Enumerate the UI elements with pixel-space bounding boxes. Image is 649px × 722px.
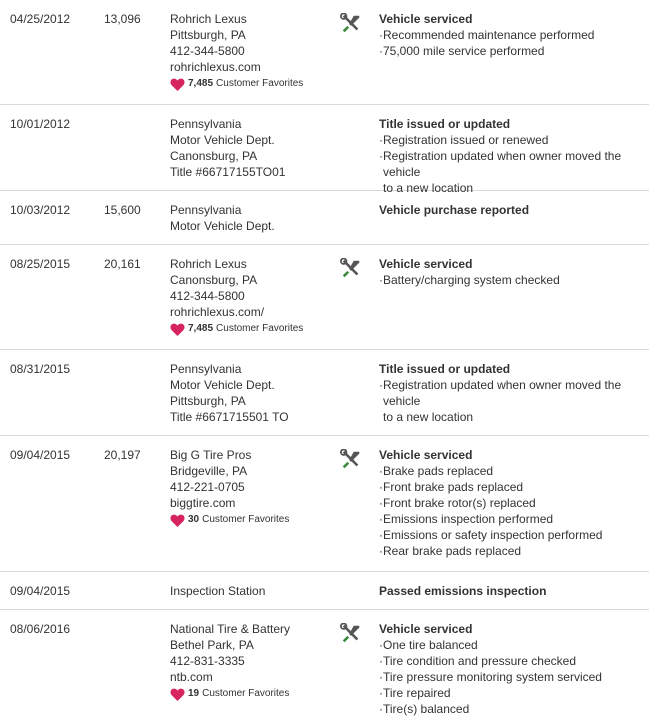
history-record [0, 572, 649, 610]
record-date: 10/03/2012 [10, 203, 71, 217]
detail-item: · Tire(s) balanced [379, 701, 644, 717]
record-source [170, 202, 335, 234]
record-source [170, 116, 335, 180]
favorites-count: 30 [188, 514, 200, 525]
record-date: 08/31/2015 [10, 362, 71, 376]
service-tools-icon [340, 258, 362, 280]
source-website-link[interactable]: ntb.com [170, 670, 213, 684]
record-date: 09/04/2015 [10, 448, 71, 462]
event-title: Vehicle serviced [379, 622, 473, 636]
record-date: 04/25/2012 [10, 12, 71, 26]
detail-item: · Recommended maintenance performed [379, 27, 644, 43]
detail-item: · Registration updated when owner moved the vehicle [379, 148, 644, 180]
record-details [379, 361, 644, 425]
event-title: Vehicle serviced [379, 12, 473, 26]
source-name: Rohrich Lexus [170, 257, 247, 271]
record-details [379, 621, 644, 717]
favorites-label: Customer Favorites [202, 688, 290, 699]
event-title: Vehicle serviced [379, 448, 473, 462]
source-phone[interactable]: 412-344-5800 [170, 289, 245, 303]
detail-item: · Front brake rotor(s) replaced [379, 495, 644, 511]
detail-item-continuation: to a new location [383, 181, 474, 195]
favorites-count: 19 [188, 688, 200, 699]
history-record [0, 0, 649, 105]
source-name: Pennsylvania [170, 203, 242, 217]
record-source [170, 447, 335, 528]
heart-icon [170, 78, 185, 91]
service-tools-icon [340, 623, 362, 645]
history-record [0, 350, 649, 436]
source-location: Pittsburgh, PA [170, 28, 246, 42]
record-source [170, 583, 335, 599]
record-date: 08/06/2016 [10, 622, 71, 636]
detail-item: · Emissions or safety inspection performed [379, 527, 644, 543]
history-record [0, 436, 649, 572]
title-number: Title #66717155TO01 [170, 165, 286, 179]
source-website-link[interactable]: biggtire.com [170, 496, 236, 510]
history-record [0, 105, 649, 195]
history-record [0, 610, 649, 722]
record-details [379, 447, 644, 559]
detail-item: · 75,000 mile service performed [379, 43, 644, 59]
detail-item: · Battery/charging system checked [379, 272, 644, 288]
source-location: Bridgeville, PA [170, 464, 248, 478]
event-title: Title issued or updated [379, 117, 511, 131]
source-name: Pennsylvania [170, 362, 242, 376]
source-department: Motor Vehicle Dept. [170, 133, 275, 147]
record-odometer: 20,197 [104, 448, 141, 462]
record-odometer: 20,161 [104, 257, 141, 271]
source-location: Canonsburg, PA [170, 149, 258, 163]
record-details [379, 256, 644, 288]
source-name: National Tire & Battery [170, 622, 291, 636]
record-details [379, 583, 644, 599]
record-source [170, 256, 335, 337]
detail-item: · Registration issued or renewed [379, 132, 644, 148]
source-website-link[interactable]: rohrichlexus.com/ [170, 305, 265, 319]
detail-item: · One tire balanced [379, 637, 644, 653]
favorites-label: Customer Favorites [202, 514, 290, 525]
source-phone[interactable]: 412-221-0705 [170, 480, 245, 494]
detail-item: · Registration updated when owner moved the vehicle [379, 377, 644, 409]
source-website-link[interactable]: rohrichlexus.com [170, 60, 261, 74]
record-source [170, 361, 335, 425]
source-name: Inspection Station [170, 584, 266, 598]
source-phone[interactable]: 412-831-3335 [170, 654, 245, 668]
title-number: Title #6671715501 TO [170, 410, 289, 424]
source-department: Motor Vehicle Dept. [170, 378, 275, 392]
source-location: Bethel Park, PA [170, 638, 254, 652]
detail-item-continuation: to a new location [383, 410, 474, 424]
event-title: Vehicle serviced [379, 257, 473, 271]
customer-favorites [170, 686, 335, 702]
source-phone[interactable]: 412-344-5800 [170, 44, 245, 58]
detail-item: · Tire repaired [379, 685, 644, 701]
detail-item: · Front brake pads replaced [379, 479, 644, 495]
heart-icon [170, 688, 185, 701]
detail-item: · Brake pads replaced [379, 463, 644, 479]
detail-item: · Tire pressure monitoring system serviced [379, 669, 644, 685]
record-details [379, 202, 644, 218]
record-date: 08/25/2015 [10, 257, 71, 271]
record-date: 10/01/2012 [10, 117, 71, 131]
customer-favorites [170, 76, 335, 92]
record-odometer: 13,096 [104, 12, 141, 26]
customer-favorites [170, 321, 335, 337]
history-record [0, 245, 649, 350]
source-department: Motor Vehicle Dept. [170, 219, 275, 233]
favorites-label: Customer Favorites [216, 78, 304, 89]
customer-favorites [170, 512, 335, 528]
source-name: Rohrich Lexus [170, 12, 247, 26]
heart-icon [170, 514, 185, 527]
record-details [379, 11, 644, 59]
event-title: Vehicle purchase reported [379, 203, 530, 217]
record-odometer: 15,600 [104, 203, 141, 217]
record-date: 09/04/2015 [10, 584, 71, 598]
favorites-count: 7,485 [188, 323, 214, 334]
detail-item: · Emissions inspection performed [379, 511, 644, 527]
favorites-label: Customer Favorites [216, 323, 304, 334]
record-source [170, 11, 335, 92]
source-name: Pennsylvania [170, 117, 242, 131]
history-record [0, 191, 649, 245]
detail-item: · Tire condition and pressure checked [379, 653, 644, 669]
record-details [379, 116, 644, 196]
record-source [170, 621, 335, 702]
service-tools-icon [340, 13, 362, 35]
detail-item: · Rear brake pads replaced [379, 543, 644, 559]
source-location: Canonsburg, PA [170, 273, 258, 287]
service-tools-icon [340, 449, 362, 471]
event-title: Passed emissions inspection [379, 584, 547, 598]
source-location: Pittsburgh, PA [170, 394, 246, 408]
heart-icon [170, 323, 185, 336]
source-name: Big G Tire Pros [170, 448, 252, 462]
event-title: Title issued or updated [379, 362, 511, 376]
favorites-count: 7,485 [188, 78, 214, 89]
